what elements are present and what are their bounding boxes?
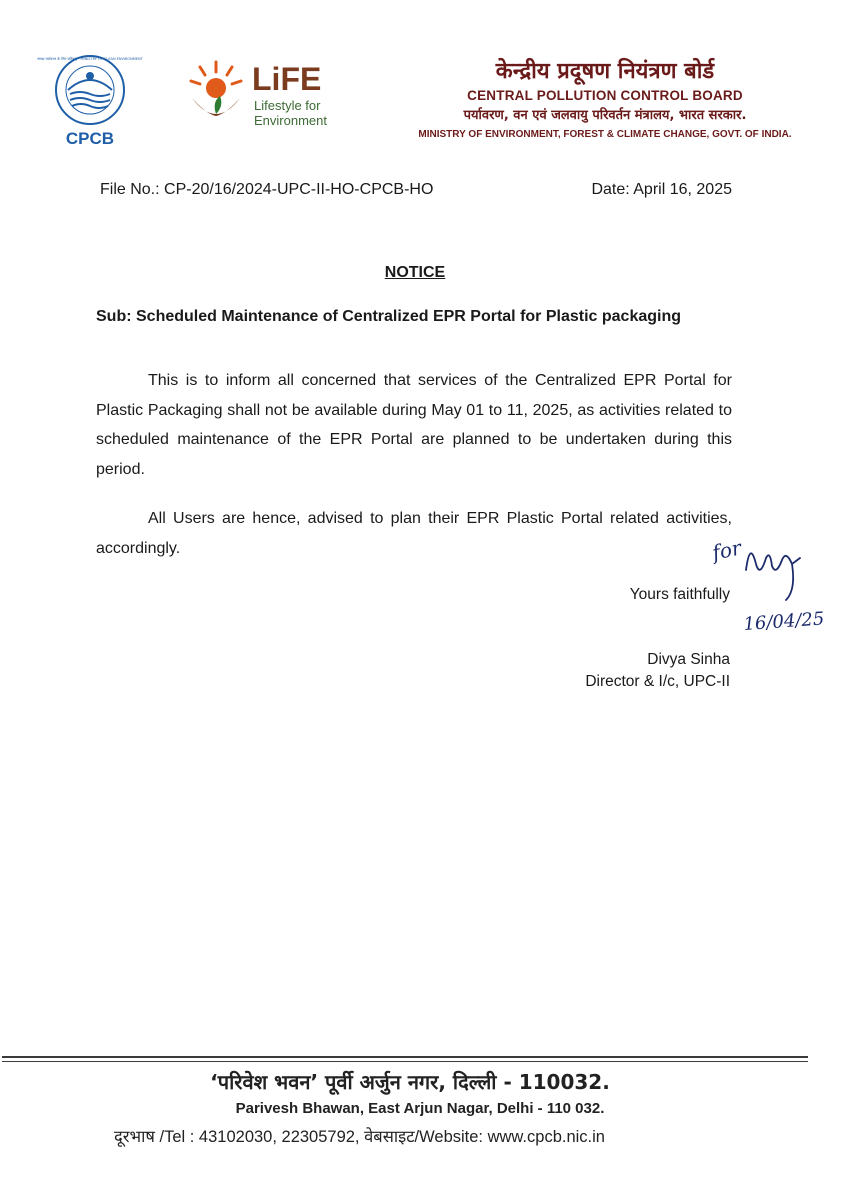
cpcb-seal-text: स्वच्छ पर्यावरण के लिए प्रतिबद्ध · MINISTRY OF CLEAN ENVIRONMENT: [37, 57, 143, 61]
footer-divider-thin: [2, 1061, 808, 1062]
life-sun-icon: [191, 62, 241, 116]
footer-divider: [2, 1056, 808, 1058]
org-name-english: CENTRAL POLLUTION CONTROL BOARD: [467, 88, 743, 103]
cpcb-logo-text: CPCB: [65, 129, 115, 148]
notice-date: Date: April 16, 2025: [591, 181, 732, 198]
signer-title: Director & I/c, UPC-II: [585, 673, 730, 690]
file-number: File No.: CP-20/16/2024-UPC-II-HO-CPCB-HO: [100, 181, 434, 198]
paragraph-2-text: All Users are hence, advised to plan their EPR Plastic Portal related activities, accordingly.: [96, 510, 732, 557]
org-name-hindi: केन्द्रीय प्रदूषण नियंत्रण बोर्ड: [495, 59, 715, 84]
life-logo-title: LiFE: [252, 61, 322, 97]
paragraph-1-text: This is to inform all concerned that services of the Centralized EPR Portal for Plastic Packaging shall not be available during May 01 to 11, 2025, as activities related to scheduled maintenance of the EPR Portal are planned to be undertaken during this period.: [96, 372, 732, 478]
footer-address-hindi: ‘परिवेश भवन’ पूर्वी अर्जुन नगर, दिल्ली - 110032.: [210, 1070, 610, 1094]
life-logo-line2: Environment: [254, 113, 327, 128]
handwritten-for: for: [710, 535, 744, 565]
ministry-hindi: पर्यावरण, वन एवं जलवायु परिवर्तन मंत्रालय, भारत सरकार.: [463, 108, 747, 123]
life-logo: [186, 56, 346, 132]
closing-salutation: Yours faithfully: [629, 586, 730, 603]
notice-paragraph-1: [96, 366, 732, 484]
footer-address-english: Parivesh Bhawan, East Arjun Nagar, Delhi - 110 032.: [235, 1100, 605, 1117]
notice-subject: Sub: Scheduled Maintenance of Centralized EPR Portal for Plastic packaging: [96, 308, 682, 325]
cpcb-logo: [37, 52, 143, 150]
footer-contact: दूरभाष /Tel : 43102030, 22305792, वेबसाइट/Website: www.cpcb.nic.in: [114, 1128, 605, 1146]
signer-block: [585, 649, 730, 693]
notice-title: NOTICE: [384, 264, 446, 281]
life-logo-line1: Lifestyle for: [254, 98, 321, 113]
signer-name: Divya Sinha: [647, 651, 730, 668]
notice-paragraph-2: [96, 504, 732, 563]
ministry-english: MINISTRY OF ENVIRONMENT, FOREST & CLIMATE CHANGE, GOVT. OF INDIA.: [418, 129, 792, 140]
organization-header: [410, 58, 800, 144]
handwritten-date: 16/04/25: [742, 608, 825, 635]
signature-scribble: [746, 553, 800, 600]
